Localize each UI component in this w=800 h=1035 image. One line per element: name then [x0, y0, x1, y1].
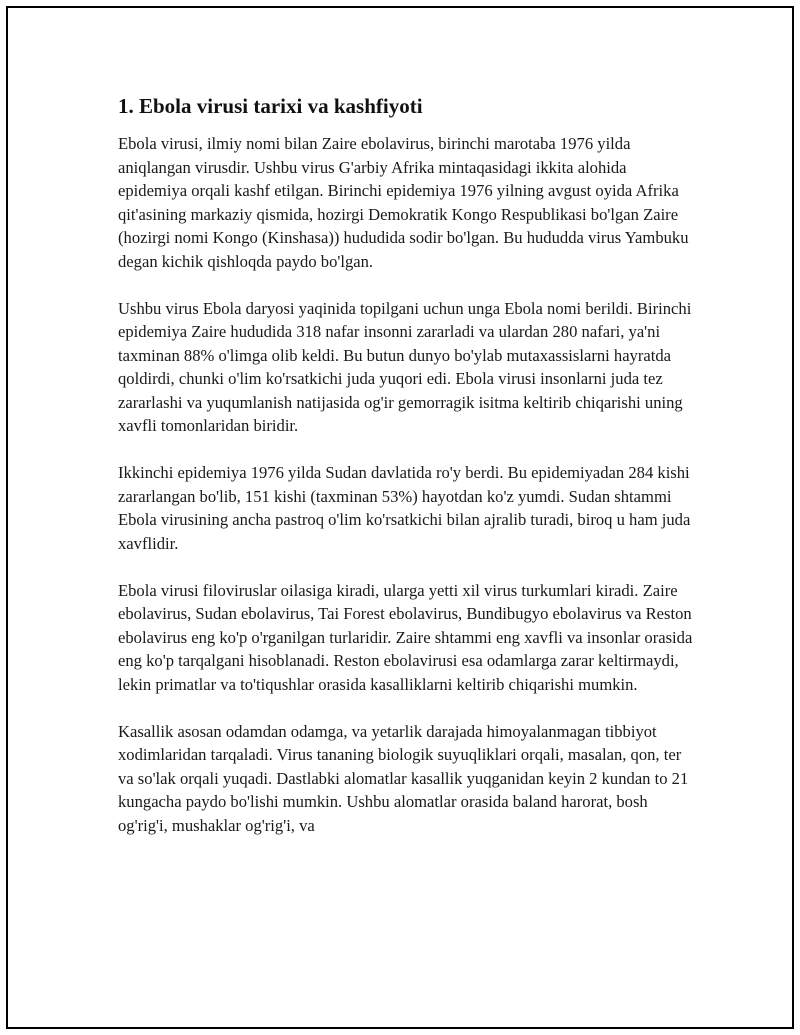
- paragraph-discovery: Ebola virusi, ilmiy nomi bilan Zaire ebolavirus, birinchi marotaba 1976 yilda aniqlangan virusdir. Ushbu virus G'arbiy Afrika mintaqasidagi ikkita alohida epidemiya orqali kashf etilgan. Birinchi epidemiya 1976 yilning avgust oyida Afrika qit'asining markaziy qismida, hozirgi Demokratik Kongo Respublikasi bo'lgan Zaire (hozirgi nomi Kongo (Kinshasa)) hududida sodir bo'lgan. Bu hududda virus Yambuku degan kichik qishloqda paydo bo'lgan.: [118, 134, 689, 271]
- paragraph-transmission: Kasallik asosan odamdan odamga, va yetarlik darajada himoyalanmagan tibbiyot xodimlaridan tarqaladi. Virus tananing biologik suyuqliklari orqali, masalan, qon, ter va so'lak orqali yuqadi. Dastlabki alomatlar kasallik yuqganidan keyin 2 kundan to 21 kungacha paydo bo'lishi mumkin. Ushbu alomatlar orasida baland harorat, bosh og'rig'i, mushaklar og'rig'i, va: [118, 721, 689, 835]
- paragraph-first-epidemic: Ushbu virus Ebola daryosi yaqinida topilgani uchun unga Ebola nomi berildi. Birinchi epidemiya Zaire hududida 318 nafar insonni zararladi va ulardan 280 nafari, ya'ni taxminan 88% o'limga olib keldi. Bu butun dunyo bo'ylab mutaxassislarni hayratda qoldirdi, chunki o'lim ko'rsatkichi juda yuqori edi. Ebola virusi insonlarni juda tez zararlashi va yuqumlanish natijasida og'ir gemorragik isitma keltirib chiqarishi uning xavfli tomonlaridan biridir.: [118, 298, 692, 435]
- page-frame: [6, 6, 794, 1029]
- paragraph-virus-species: Ebola virusi filoviruslar oilasiga kiradi, ularga yetti xil virus turkumlari kiradi. Zaire ebolavirus, Sudan ebolavirus, Tai Forest ebolavirus, Bundibugyo ebolavirus va Reston ebolavirus eng ko'p o'rganilgan turlaridir. Zaire shtammi eng xavfli va insonlar orasida eng ko'p tarqalgani hisoblanadi. Reston ebolavirusi esa odamlarga zarar keltirmaydi, lekin primatlar va to'tiqushlar orasida kasalliklarni keltirib chiqarishi mumkin.: [118, 580, 693, 694]
- paragraph-second-epidemic: Ikkinchi epidemiya 1976 yilda Sudan davlatida ro'y berdi. Bu epidemiyadan 284 kishi zararlangan bo'lib, 151 kishi (taxminan 53%) hayotdan ko'z yumdi. Sudan shtammi Ebola virusining ancha pastroq o'lim ko'rsatkichi bilan ajralib turadi, biroq u ham juda xavflidir.: [118, 463, 691, 553]
- section-heading: 1. Ebola virusi tarixi va kashfiyoti: [118, 94, 423, 118]
- document-content: [118, 92, 698, 861]
